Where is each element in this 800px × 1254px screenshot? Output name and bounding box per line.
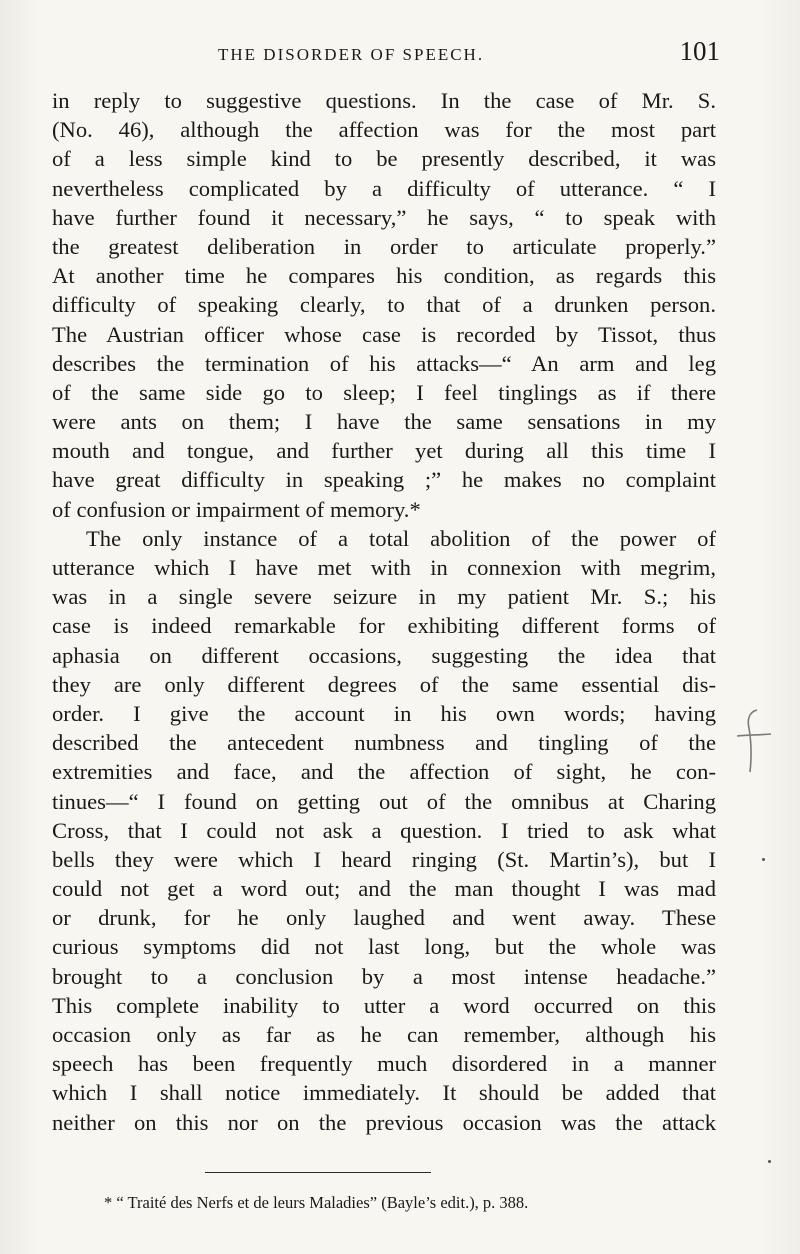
text-line: case is indeed remarkable for exhibiting different forms of [52, 613, 716, 639]
text-line: utterance which I have met with in connexion with megrim, [52, 555, 716, 580]
page-number: 101 [679, 36, 720, 66]
text-line: of the same side go to sleep; I feel tinglings as if there [52, 379, 716, 405]
print-speck [768, 1160, 771, 1163]
text-line: tinues—“ I found on getting out of the omnibus at Charing [52, 788, 716, 814]
text-line: brought to a conclusion by a most intense headache.” [52, 963, 716, 989]
text-line: occasion only as far as he can remember, although his [52, 1022, 716, 1047]
print-speck [762, 858, 765, 861]
text-line: order. I give the account in his own words; having [52, 700, 716, 726]
text-line: they are only different degrees of the same essential dis- [52, 671, 716, 697]
footnote: * “ Traité des Nerfs et de leurs Maladies” (Bayle’s edit.), p. 388. [104, 1193, 529, 1212]
text-line: in reply to suggestive questions. In the case of Mr. S. [52, 88, 716, 113]
text-line: of confusion or impairment of memory.* [52, 496, 421, 522]
handwritten-plus-mark-icon [735, 706, 775, 776]
text-line: aphasia on different occasions, suggesting the idea that [52, 642, 716, 668]
text-line: which I shall notice immediately. It should be added that [52, 1080, 716, 1106]
running-head: THE DISORDER OF SPEECH. [218, 45, 485, 64]
text-line: could not get a word out; and the man thought I was mad [52, 876, 716, 902]
text-line: nevertheless complicated by a difficulty of utterance. “ I [52, 175, 716, 201]
text-line: speech has been frequently much disordered in a manner [52, 1051, 716, 1077]
text-line: was in a single severe seizure in my patient Mr. S.; his [52, 584, 716, 610]
body-text [52, 86, 716, 1137]
text-line: have great difficulty in speaking ;” he makes no complaint [52, 467, 716, 493]
text-line: neither on this nor on the previous occasion was the attack [52, 1109, 716, 1135]
footnote-rule [205, 1172, 431, 1173]
text-line: describes the termination of his attacks—“ An arm and leg [52, 350, 716, 376]
text-line: The only instance of a total abolition of the power of [86, 525, 716, 551]
text-line: the greatest deliberation in order to articulate properly.” [52, 233, 716, 259]
text-line: The Austrian officer whose case is recorded by Tissot, thus [52, 321, 716, 347]
page-header [218, 36, 720, 67]
text-line: This complete inability to utter a word occurred on this [52, 992, 716, 1018]
text-line: were ants on them; I have the same sensations in my [52, 409, 716, 435]
text-line: extremities and face, and the affection of sight, he con- [52, 759, 716, 785]
text-line: bells they were which I heard ringing (St. Martin’s), but I [52, 846, 716, 872]
text-line: difficulty of speaking clearly, to that of a drunken person. [52, 292, 716, 318]
text-line: or drunk, for he only laughed and went away. These [52, 905, 716, 931]
text-line: of a less simple kind to be presently described, it was [52, 146, 716, 172]
text-line: have further found it necessary,” he says, “ to speak with [52, 204, 716, 230]
text-line: (No. 46), although the affection was for the most part [52, 117, 716, 143]
text-line: At another time he compares his condition, as regards this [52, 263, 716, 289]
text-line: mouth and tongue, and further yet during all this time I [52, 438, 716, 464]
text-line: described the antecedent numbness and tingling of the [52, 730, 716, 756]
text-line: Cross, that I could not ask a question. I tried to ask what [52, 817, 716, 843]
text-line: curious symptoms did not last long, but the whole was [52, 934, 716, 960]
